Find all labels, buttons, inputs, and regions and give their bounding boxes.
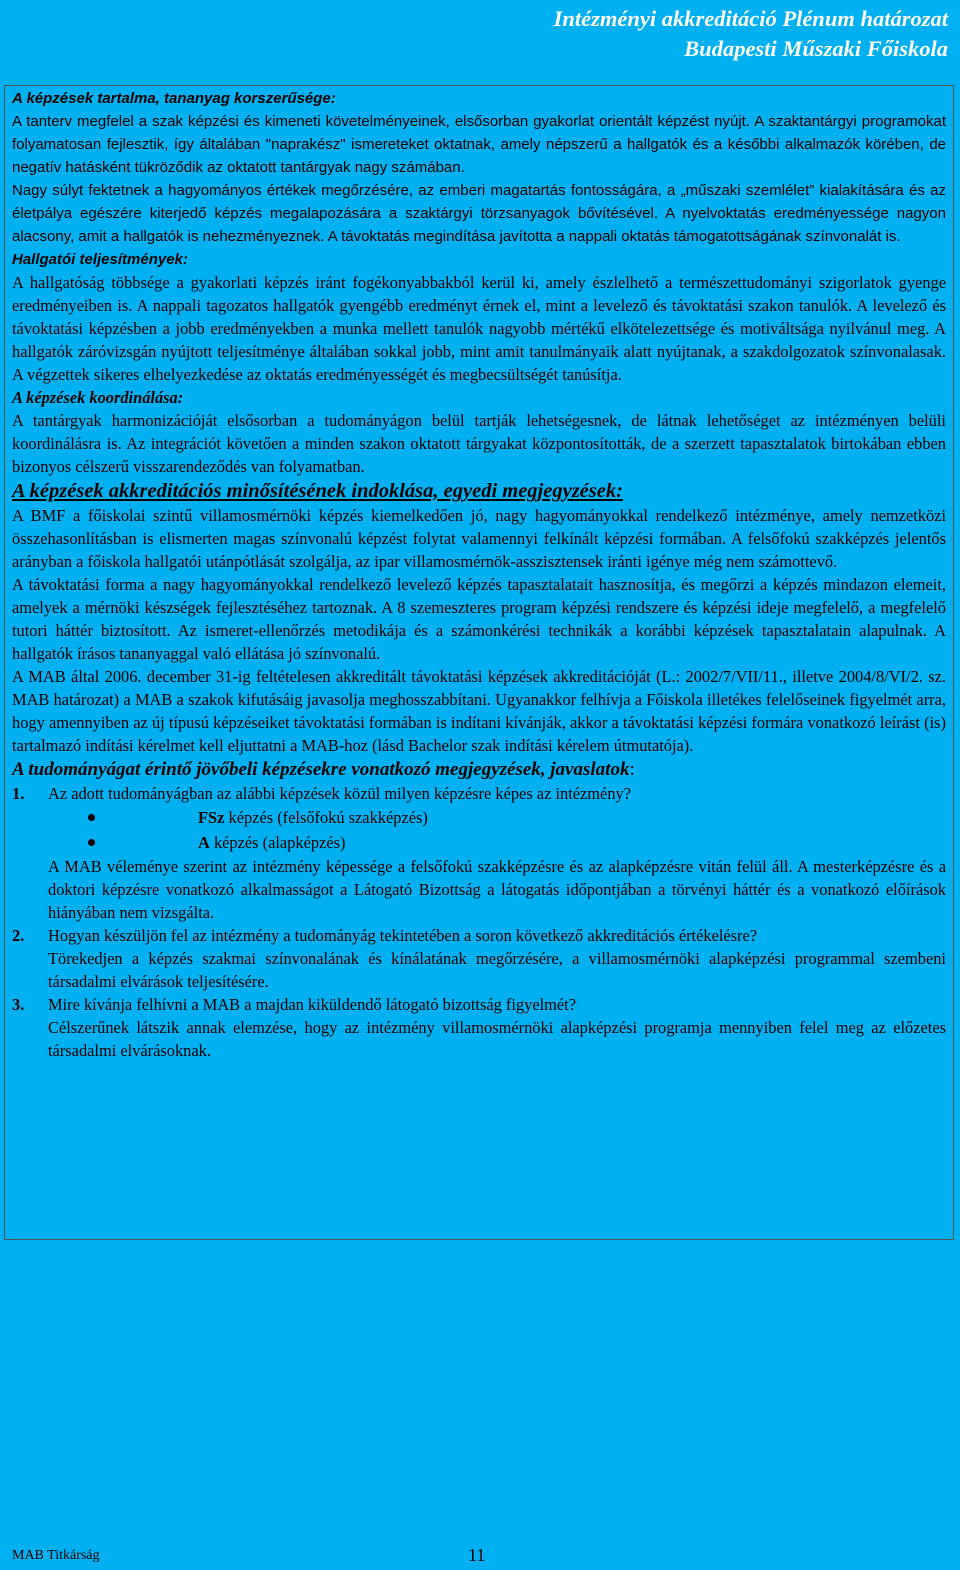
bullet-icon (88, 839, 95, 846)
bullet-text: képzés (alapképzés) (209, 833, 346, 852)
page-number: 11 (468, 1545, 486, 1565)
question-number: 2. (12, 926, 25, 945)
section-heading-content: A képzések tartalma, tananyag korszerűsége: (12, 90, 336, 107)
answer-text: A MAB véleménye szerint az intézmény képessége a felsőfokú szakképzésre és az alapképzésre vitán felül áll. A mesterképzésre és a doktori képzésre vonatkozó alkalmasságot a Látogató Bizottság a látogatás időpontjában a törvényi háttér és a vonatkozó előírások hiányában nem vizsgálta. (48, 857, 946, 922)
bullet-bold: FSz (198, 808, 225, 827)
section-paragraph-justification-1: A BMF a főiskolai szintű villamosmérnöki képzés kiemelkedően jó, nagy hagyományokkal rendelkező intézménye, amely nemzetközi összehasonlításban is elismerten magas színvonalú képzést folytat valamennyi felkínált képzési formában. A felsőfokú szakképzés jelentős arányban a főiskola hallgatói utánpótlását szolgálja, az ipar villamosmérnök-asszisztensek iránti igénye még nem számottevő. (12, 506, 946, 571)
bullet-icon (88, 814, 95, 821)
section-heading-future-colon: : (629, 759, 635, 780)
header-institution: Budapesti Műszaki Főiskola (684, 36, 948, 61)
document-header (554, 4, 948, 64)
question-item-1 (12, 782, 946, 924)
section-heading-future-text: A tudományágat érintő jövőbeli képzésekre vonatkozó megjegyzések, javaslatok (12, 759, 630, 780)
section-heading-coordination: A képzések koordinálása: (12, 388, 184, 407)
header-title: Intézményi akkreditáció Plénum határozat (553, 6, 948, 31)
question-text: Hogyan készüljön fel az intézmény a tudományág tekintetében a soron következő akkreditációs értékelésre? (48, 926, 758, 945)
bullet-item-fsz (48, 805, 946, 830)
section-paragraph-performance: A hallgatóság többsége a gyakorlati képzés iránt fogékonyabbakból kerül ki, amely észlelhető a természettudományi szigorlatok gyenge eredményeiben is. A nappali tagozatos hallgatók gyengébb eredményt érnek el, mint a levelező és távoktatási szakon tanulók. A levelező és távoktatási képzésben a jobb eredményekben a munka mellett tanulók nagyobb mértékű elkötelezettsége és motiváltsága nyilvánul meg. A hallgatók záróvizsgán nyújtott teljesítménye általában sokkal jobb, mint amit tanulmányaik alatt nyújtanak, a szakdolgozatok színvonalasak. A végzettek sikeres elhelyezkedése az oktatás eredményességét és megbecsültségét tanúsítja. (12, 273, 946, 384)
answer-text: Célszerűnek látszik annak elemzése, hogy az intézmény villamosmérnöki alapképzési programja mennyiben felel meg az előzetes társadalmi elvárásoknak. (48, 1018, 946, 1060)
section-paragraph-justification-3: A MAB által 2006. december 31-ig feltételesen akkreditált távoktatási képzések akkreditációját (L.: 2002/7/VII/11., illetve 2004/8/VI/2. sz. MAB határozat) a MAB a szakok kifutásáig javasolja meghosszabbítani. Ugyanakkor felhívja a Főiskola illetékes felelőseinek figyelmét arra, hogy amennyiben az új típusú képzéseiket távoktatási formában is indítani kívánják, akkor a távoktatási képzési formára vonatkozó leírást (is) tartalmazó indítási kérelmet kell eljuttatni a MAB-hoz (lásd Bachelor szak indítási kérelem útmutatója). (12, 667, 946, 755)
bullet-item-a (48, 830, 946, 855)
footer-organization: MAB Titkárság (12, 1548, 100, 1563)
section-heading-performance: Hallgatói teljesítmények: (12, 251, 188, 268)
section-heading-future (12, 757, 946, 782)
bullet-text: képzés (felsőfokú szakképzés) (224, 808, 428, 827)
question-text: Az adott tudományágban az alábbi képzések közül milyen képzésre képes az intézmény? (48, 784, 631, 803)
content-box (4, 85, 954, 1240)
section-paragraph-content-2: Nagy súlyt fektetnek a hagyományos értékek megőrzésére, az emberi magatartás fontosságára, a „műszaki szemlélet” kialakítására és az életpálya egészére kiterjedő képzés megalapozására a szaktárgyi törzsanyagok bővítésével. A nyelvoktatás eredményessége nagyon alacsony, amit a hallgatók is nehezményeznek. A távoktatás megindítása javította a nappali oktatás támogatottságának színvonalát is. (12, 182, 946, 245)
question-item-2 (12, 924, 946, 993)
section-heading-justification: A képzések akkreditációs minősítésének indoklása, egyedi megjegyzések: (12, 480, 623, 502)
answer-text: Törekedjen a képzés szakmai színvonalának és kínálatának megőrzésére, a villamosmérnöki alapképzési programmal szembeni társadalmi elvárások teljesítésére. (48, 949, 946, 991)
question-text: Mire kívánja felhívni a MAB a majdan kiküldendő látogató bizottság figyelmét? (48, 995, 577, 1014)
question-item-3 (12, 993, 946, 1062)
section-paragraph-justification-2: A távoktatási forma a nagy hagyományokkal rendelkező levelező képzés tapasztalatait hasznosítja, és megőrzi a képzés mindazon elemeit, amelyek a mérnöki készségek fejlesztéséhez tartoznak. A 8 szemeszteres program képzési rendszere és képzési ideje megfelelő, a megfelelő tutori háttér biztosított. Az ismeret-ellenőrzés metodikája és a számonkérési technikák a korábbi képzések tapasztalatain alapulnak. A hallgatók írásos tananyaggal való ellátása jó színvonalú. (12, 575, 946, 663)
section-paragraph-content-1: A tanterv megfelel a szak képzési és kimeneti követelményeinek, elsősorban gyakorlat orientált képzést nyújt. A szaktantárgyi programokat folyamatosan fejlesztik, így általában "naprakész" ismereteket oktatnak, amely népszerű a hallgatók és a későbbi alkalmazók körében, de negatív hatásként tükröződik az oktatott tantárgyak nagy számában. (12, 113, 946, 176)
question-number: 3. (12, 995, 25, 1014)
bullet-bold: A (198, 833, 210, 852)
question-number: 1. (12, 784, 25, 803)
section-paragraph-coordination: A tantárgyak harmonizációját elsősorban a tudományágon belül tartják lehetségesnek, de látnak lehetőséget az intézményen belüli koordinálásra is. Az integrációt követően a minden szakon oktatott tárgyakat központosították, de a szerzett tapasztalatok birtokában ebben bizonyos célszerű visszarendeződés van folyamatban. (12, 411, 946, 476)
